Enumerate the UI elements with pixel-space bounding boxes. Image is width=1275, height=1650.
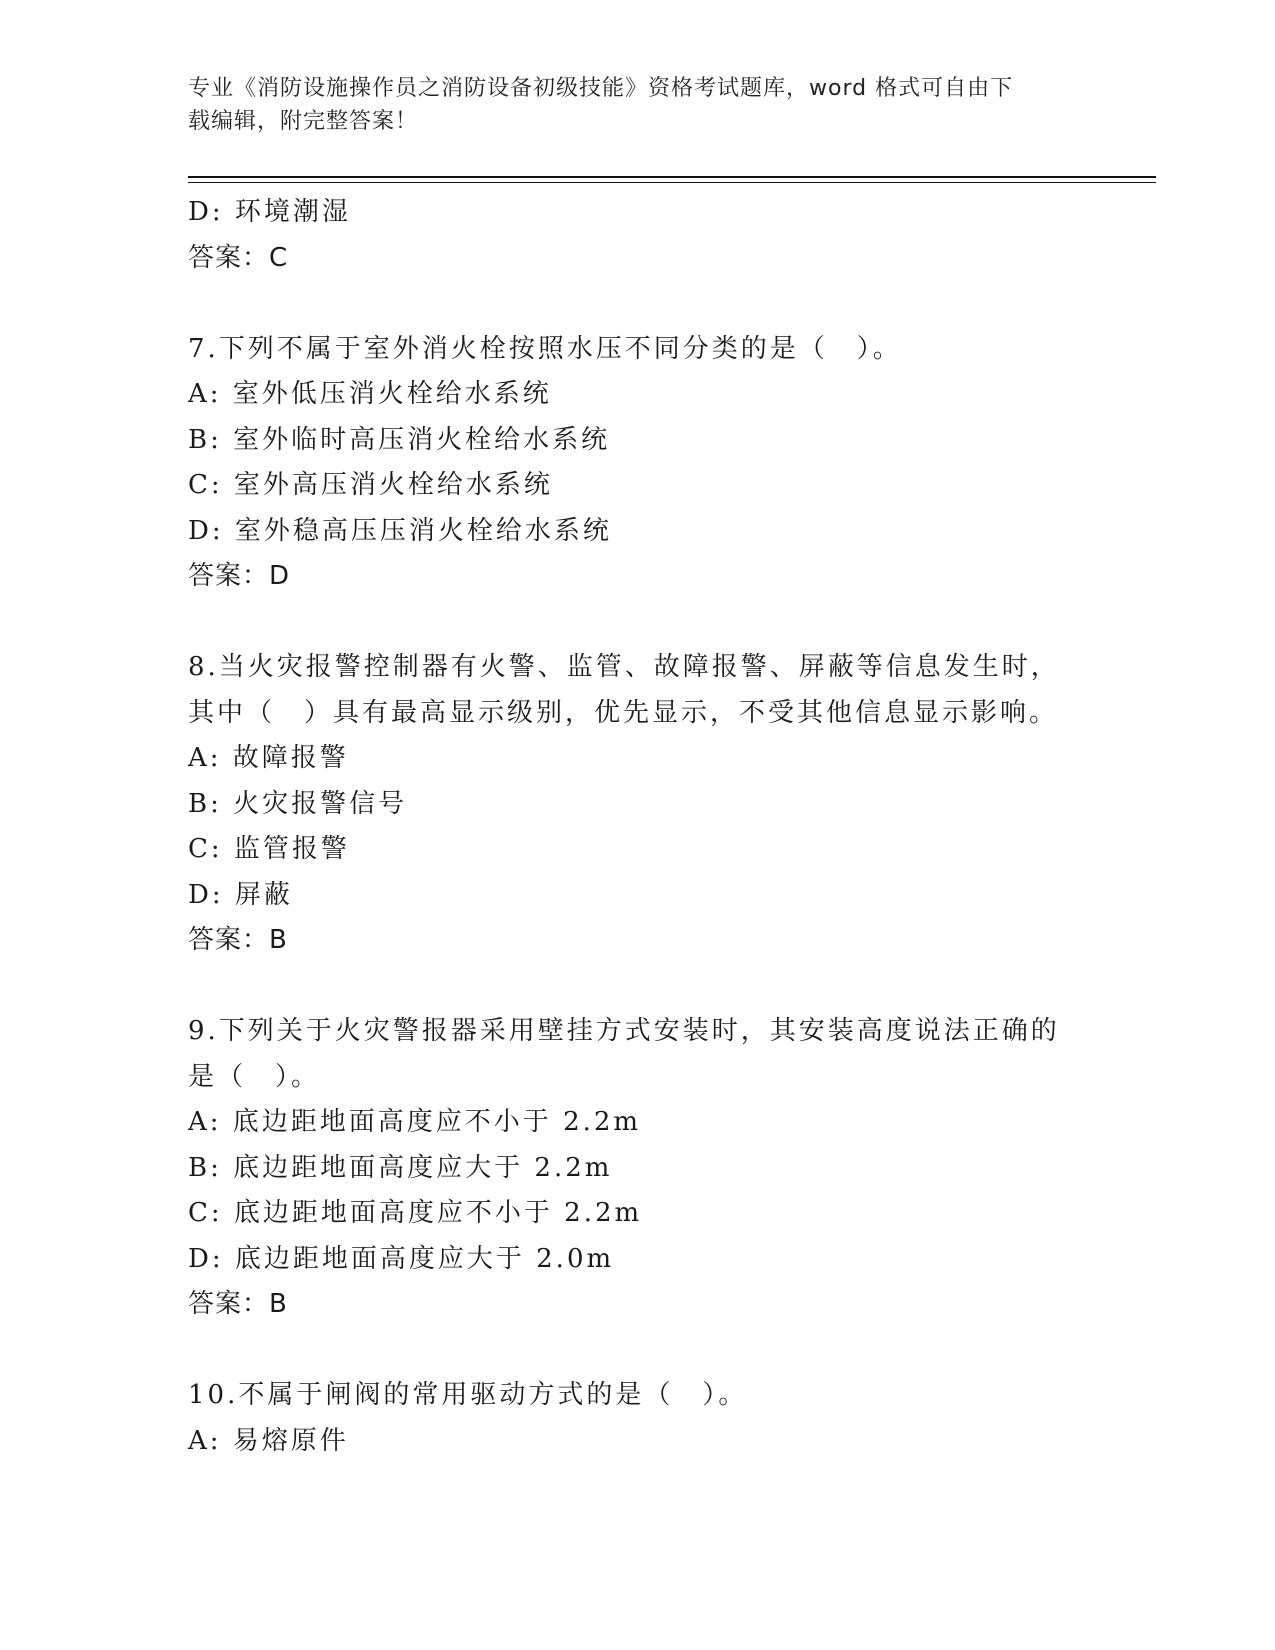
question-stem: 9.下列关于火灾警报器采用壁挂方式安装时，其安装高度说法正确的 xyxy=(188,1016,1060,1046)
question-stem: 7.下列不属于室外消火栓按照水压不同分类的是（ ）。 xyxy=(188,333,902,364)
spacer xyxy=(188,1328,1088,1374)
header-line-1: 专业《消防设施操作员之消防设备初级技能》资格考试题库，word 格式可自由下 xyxy=(188,76,1014,101)
question-content xyxy=(188,190,1088,1464)
question-stem: 10.不属于闸阀的常用驱动方式的是（ ）。 xyxy=(188,1380,748,1410)
option-b: B: 底边距地面高度应大于 2.2m xyxy=(188,1152,613,1183)
answer-line: 答案：B xyxy=(188,925,288,955)
header-divider-thin xyxy=(188,182,1156,183)
option-a: A: 室外低压消火栓给水系统 xyxy=(188,379,552,409)
option-d: D: 屏蔽 xyxy=(188,879,293,910)
question-8 xyxy=(188,645,1088,964)
option-b: B: 室外临时高压消火栓给水系统 xyxy=(188,424,611,455)
header-line-2: 载编辑，附完整答案！ xyxy=(188,109,419,134)
question-9 xyxy=(188,1009,1088,1328)
question-stem-continued: 是（ ）。 xyxy=(188,1061,321,1092)
spacer xyxy=(188,281,1088,327)
answer-line: 答案：C xyxy=(188,242,289,273)
option-c: C: 室外高压消火栓给水系统 xyxy=(188,470,553,500)
answer-line: 答案：D xyxy=(188,561,291,591)
header-divider-thick xyxy=(188,176,1156,178)
option-d: D: 环境潮湿 xyxy=(188,197,351,227)
spacer xyxy=(188,964,1088,1010)
option-a: A: 故障报警 xyxy=(188,743,349,773)
question-stem-continued: 其中（ ）具有最高显示级别，优先显示，不受其他信息显示影响。 xyxy=(188,697,1059,728)
option-b: B: 火灾报警信号 xyxy=(188,788,408,819)
option-c: C: 监管报警 xyxy=(188,834,350,864)
answer-line: 答案：B xyxy=(188,1289,288,1319)
option-c: C: 底边距地面高度应不小于 2.2m xyxy=(188,1198,643,1228)
question-10 xyxy=(188,1373,1088,1464)
option-d: D: 底边距地面高度应大于 2.0m xyxy=(188,1243,615,1274)
option-a: A: 易熔原件 xyxy=(188,1425,349,1456)
option-d: D: 室外稳高压压消火栓给水系统 xyxy=(188,515,612,546)
document-header xyxy=(188,72,1068,138)
previous-question-fragment xyxy=(188,190,1088,281)
option-a: A: 底边距地面高度应不小于 2.2m xyxy=(188,1107,642,1137)
question-7 xyxy=(188,327,1088,600)
spacer xyxy=(188,600,1088,646)
question-stem: 8.当火灾报警控制器有火警、监管、故障报警、屏蔽等信息发生时， xyxy=(188,652,1060,682)
